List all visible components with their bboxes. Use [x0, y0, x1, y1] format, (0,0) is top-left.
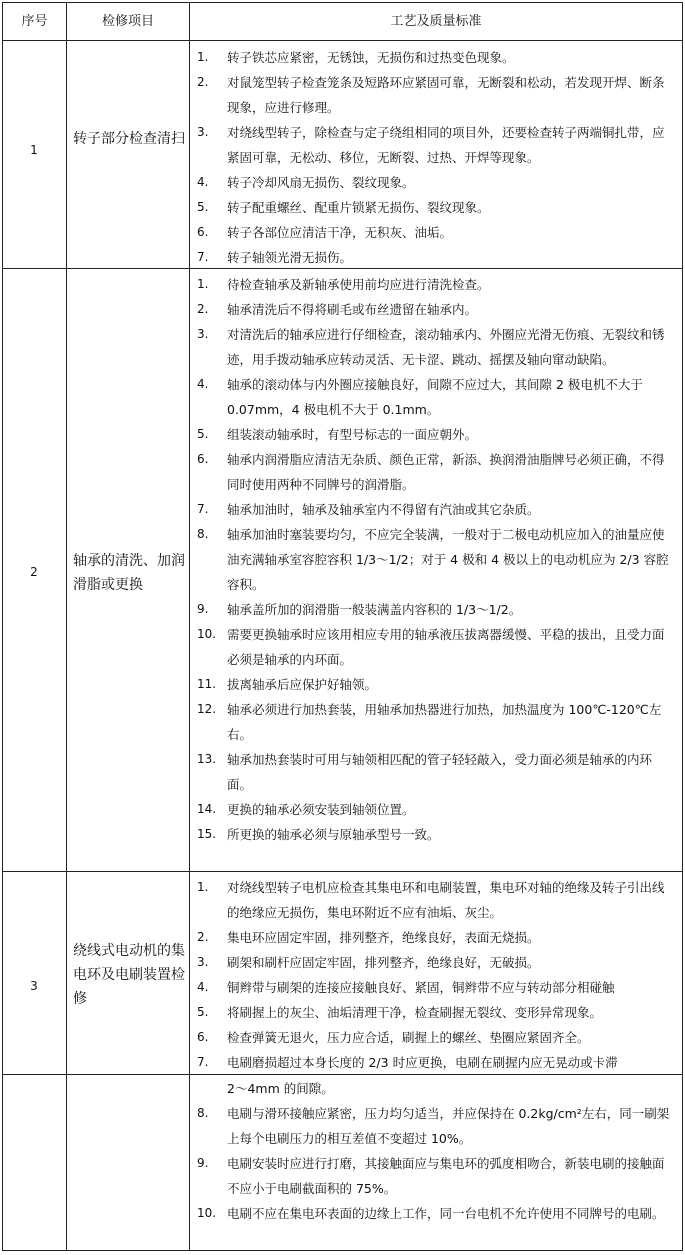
row-item: 绕线式电动机的集电环及电刷装置检修: [73, 943, 185, 1007]
column-divider: [66, 3, 67, 1250]
list-item: 7. 转子轴领光滑无损伤。: [197, 250, 353, 265]
list-item: 2. 轴承清洗后不得将刷毛或布丝遗留在轴承内。: [197, 302, 478, 317]
row-number: 3: [30, 979, 38, 993]
row-item: 轴承的清洗、加润滑脂或更换: [73, 553, 185, 593]
list-item: 2. 集电环应固定牢固，排列整齐，绝缘良好，表面无烧损。: [197, 930, 540, 945]
row-divider: [3, 871, 682, 872]
list-item: 3. 对绕线型转子，除检查与定子绕组相同的项目外，还要检查转子两端铜扎带，应紧固可靠，无松动、移位，无断裂、过热、开焊等现象。: [197, 125, 665, 165]
standards-list: [195, 875, 675, 1075]
list-item: 5. 转子配重螺丝、配重片锁紧无损伤、裂纹现象。: [197, 200, 490, 215]
list-item: 9. 电刷安装时应进行打磨，其接触面应与集电环的弧度相吻合，新装电刷的接触面不应小于电刷截面积的 75%。: [197, 1156, 665, 1196]
list-item: 6. 转子各部位应清洁干净，无积灰、油垢。: [197, 225, 453, 240]
header-item: 检修项目: [101, 14, 154, 29]
list-item: 4. 轴承的滚动体与内外圈应接触良好，间隙不应过大，其间隙 2 极电机不大于 0.07mm，4 极电机不大于 0.1mm。: [197, 377, 643, 417]
list-item: 3. 刷架和刷杆应固定牢固，排列整齐，绝缘良好，无破损。: [197, 955, 540, 970]
list-item: 7. 电刷磨损超过本身长度的 2/3 时应更换，电刷在刷握内应无晃动或卡滞: [197, 1055, 618, 1070]
header-seq: 序号: [21, 14, 48, 29]
list-item: 1. 待检查轴承及新轴承使用前均应进行清洗检查。: [197, 277, 490, 292]
list-item: 14. 更换的轴承必须安装到轴领位置。: [197, 802, 415, 817]
list-item: 6. 轴承内润滑脂应清洁无杂质、颜色正常，新添、换润滑油脂牌号必须正确，不得同时使用两种不同牌号的润滑脂。: [197, 452, 665, 492]
row-item: 转子部分检查清扫: [73, 131, 185, 147]
column-divider: [189, 3, 190, 1250]
list-item: 2～4mm 的间隙。: [227, 1081, 334, 1096]
list-item: 7. 轴承加油时，轴承及轴承室内不得留有汽油或其它杂质。: [197, 502, 540, 517]
header-standard: 工艺及质量标准: [390, 14, 482, 29]
row-number: 1: [30, 143, 38, 157]
table-header: [3, 3, 682, 41]
standards-list: [195, 272, 675, 847]
list-item: 11. 拔离轴承后应保护好轴领。: [197, 677, 378, 692]
list-item: 5. 将刷握上的灰尘、油垢清理干净，检查刷握无裂纹、变形异常现象。: [197, 1005, 603, 1020]
list-item: 13. 轴承加热套装时可用与轴领相匹配的管子轻轻敲入，受力面必须是轴承的内环面。: [197, 752, 653, 792]
row-number: 2: [30, 565, 38, 579]
list-item: 10. 电刷不应在集电环表面的边缘上工作，同一台电机不允许使用不同牌号的电刷。: [197, 1206, 665, 1221]
list-item: 8. 电刷与滑环接触应紧密，压力均匀适当，并应保持在 0.2kg/cm²左右，同一刷架上每个电刷压力的相互差值不变超过 10%。: [197, 1106, 670, 1146]
standards-list: [195, 1076, 675, 1226]
list-item: 1. 对绕线型转子电机应检查其集电环和电刷装置，集电环对轴的绝缘及转子引出线的绝缘应无损伤，集电环附近不应有油垢、灰尘。: [197, 880, 665, 920]
list-item: 4. 转子冷却风扇无损伤、裂纹现象。: [197, 175, 415, 190]
list-item: 15. 所更换的轴承必须与原轴承型号一致。: [197, 827, 440, 842]
list-item: 6. 检查弹簧无退火，压力应合适，刷握上的螺丝、垫圈应紧固齐全。: [197, 1030, 590, 1045]
list-item: 10. 需要更换轴承时应该用相应专用的轴承液压拔离器缓慢、平稳的拔出，且受力面必须是轴承的内环面。: [197, 627, 665, 667]
list-item: 1. 转子铁芯应紧密，无锈蚀，无损伤和过热变色现象。: [197, 50, 515, 65]
list-item: 12. 轴承必须进行加热套装，用轴承加热器进行加热，加热温度为 100℃-120℃左右。: [197, 702, 662, 742]
list-item: 8. 轴承加油时塞装要均匀，不应完全装满，一般对于二极电动机应加入的油量应使油充满轴承室容腔容积 1/3～1/2；对于 4 极和 4 极以上的电动机应为 2/3 容腔容积。: [197, 527, 669, 592]
list-item: 4. 铜辫带与刷架的连接应接触良好、紧固，铜辫带不应与转动部分相碰触: [197, 980, 615, 995]
list-item: 5. 组装滚动轴承时，有型号标志的一面应朝外。: [197, 427, 478, 442]
standards-list: [195, 45, 675, 270]
list-item: 9. 轴承盖所加的润滑脂一般装满盖内容积的 1/3～1/2。: [197, 602, 522, 617]
maintenance-table: [2, 2, 683, 1251]
list-item: 3. 对清洗后的轴承应进行仔细检查，滚动轴承内、外圈应光滑无伤痕、无裂纹和锈迹，用手拨动轴承应转动灵活、无卡涩、跳动、摇摆及轴向窜动缺陷。: [197, 327, 665, 367]
list-item: 2. 对鼠笼型转子检查笼条及短路环应紧固可靠，无断裂和松动，若发现开焊、断条现象，应进行修理。: [197, 75, 665, 115]
